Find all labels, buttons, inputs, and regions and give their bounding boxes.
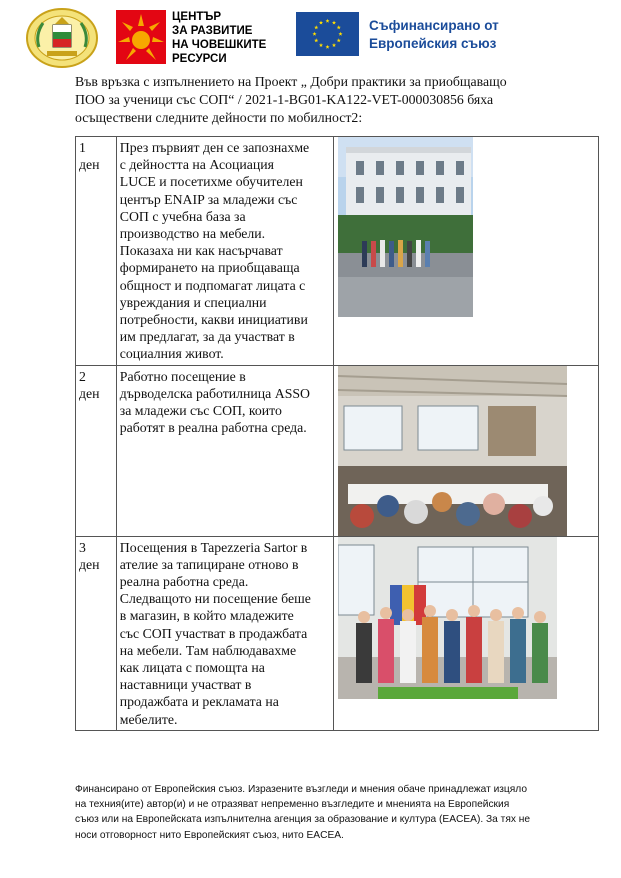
intro-paragraph [75,73,595,127]
description-line: на мебели. Там наблюдавахме [119,642,297,658]
table-row [76,536,599,730]
description-line: за младежи със СОП, които [119,403,282,419]
intro-line: осъществени следните дейности по мобилност2: [75,110,363,125]
eu-text-line: Европейския съюз [369,36,497,51]
description-line: наставници участват в [119,677,252,693]
footer-line: Финансирано от Европейския съюз. Изразените възгледи и мнения обаче принадлежат изцяло [75,784,528,795]
description-cell [116,365,333,536]
hrd-logo-line: ЦЕНТЪР [172,11,222,23]
intro-line: ПОО за ученици със СОП“ / 2021-1-BG01-KA122-VET-000030856 бяха [75,92,494,107]
description-line: мебелите. [119,711,178,727]
description-line: Работно посещение в [119,368,246,384]
description-line: социалния живот. [119,346,224,362]
photo-cell [333,137,598,366]
description-line: общност и подпомагат лицата с [119,277,306,293]
description-line: LUCE и посетихме обучителен [119,174,303,190]
description-line: увреждания и специални [119,294,267,310]
description-line: им предлагат, за да участват в [119,329,295,345]
hrd-sun-icon [116,10,166,64]
hrd-logo-line: ЗА РАЗВИТИЕ [172,25,253,37]
day-unit: ден [79,556,100,572]
table-row [76,137,599,366]
hrd-center-logo [116,10,286,68]
eu-cofunded-text [369,17,499,53]
school-seal-logo [25,7,99,69]
hrd-logo-text [172,10,292,66]
day-cell [76,536,117,730]
eu-disclaimer-footer [75,782,595,843]
photo-cell [333,536,598,730]
description-line: как лицата с помощта на [119,660,265,676]
description-line: в магазин, в който младежите [119,608,294,624]
description-cell [116,137,333,366]
intro-line: Във връзка с изпълнението на Проект „ Добри практики за приобщаващо [75,74,507,89]
hrd-logo-line: РЕСУРСИ [172,53,227,65]
workshop-group-photo [338,366,567,536]
description-line: През първият ден се запознахме [119,140,310,155]
day-unit: ден [79,385,100,401]
description-line: ателие за тапициране отново в [119,556,299,572]
photo-cell [333,365,598,536]
page-header [0,0,621,70]
eu-text-line: Съфинансирано от [369,18,499,33]
day-cell [76,365,117,536]
description-cell [116,536,333,730]
description-line: със СОП участват в продажбата [119,625,308,641]
day-number: 2 [79,368,86,384]
description-line: център ENAIP за младежи със [119,191,298,207]
description-line: потребности, какви инициативи [119,312,308,328]
activities-table [75,136,599,731]
footer-line: съюз или на Европейската изпълнителна агенция за образование и култура (EACEA). За тях не [75,814,531,826]
eu-cofunded-logo [296,12,596,58]
day-unit: ден [79,157,100,173]
description-line: реална работна среда. [119,574,249,590]
day-cell [76,137,117,366]
footer-line: на техния(ите) автор(и) и не отразяват непременно възгледите и мненията на Европейския [75,799,510,811]
upholstery-group-photo [338,537,557,699]
day-number: 3 [79,539,86,555]
description-line: формирането на приобщаваща [119,260,300,276]
description-line: СОП с учебна база за [119,208,246,224]
description-line: с дейността на Асоциация [119,157,275,173]
eu-flag-icon [296,12,359,56]
description-line: дърводелска работилница ASSO [119,385,311,401]
villa-group-photo [338,137,473,317]
hrd-logo-line: НА ЧОВЕШКИТЕ [172,39,267,51]
footer-line: носи отговорност нито Европейският съюз, нито EACEA. [75,829,344,841]
description-line: Посещения в Tapezzeria Sartor в [119,539,308,555]
description-line: Показаха ни как насърчават [119,243,283,259]
description-line: производство на мебели. [119,226,266,242]
description-line: продажбата и рекламата на [119,694,279,710]
description-line: Следващото ни посещение беше [119,591,311,607]
table-row [76,365,599,536]
description-line: работят в реална работна среда. [119,420,307,436]
day-number: 1 [79,140,86,155]
